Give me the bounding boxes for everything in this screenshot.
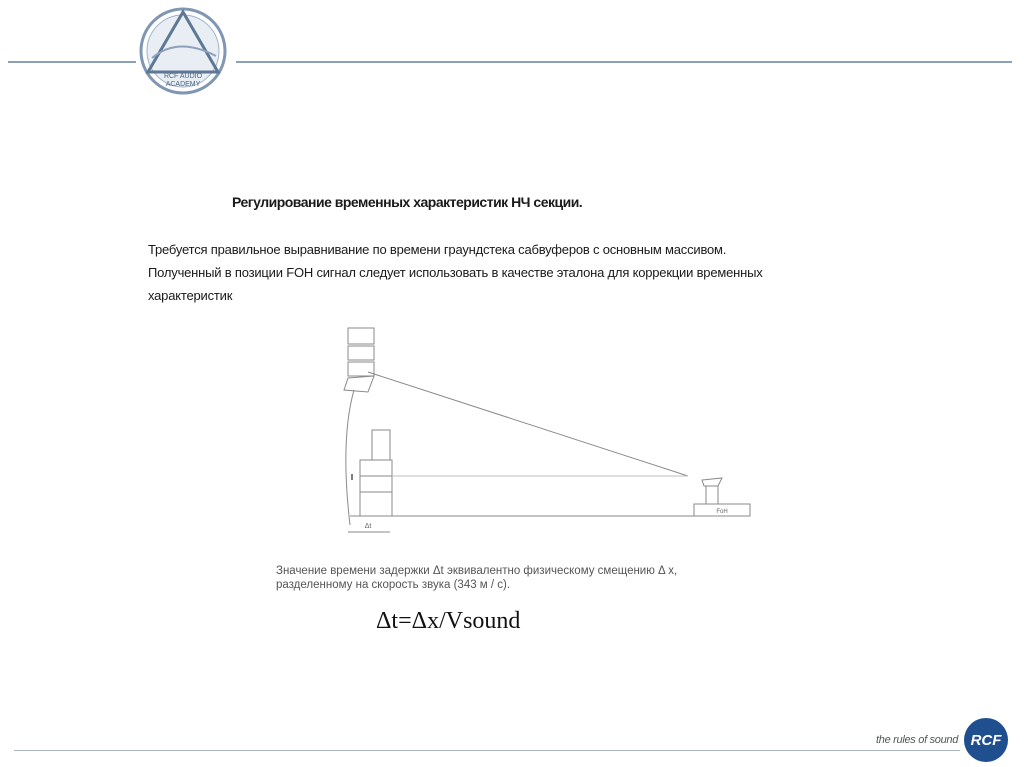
slide-title: Регулирование временных характеристик НЧ секции. [232, 194, 583, 210]
foh-label: FoH [716, 509, 728, 515]
paragraph-line-2: Полученный в позиции FOH сигнал следует использовать в качестве эталона для коррекции временных [148, 265, 763, 280]
logo-text-line2: ACADEMY [165, 81, 201, 88]
caption-line-1: Значение времени задержки Δt эквивалентно физическому смещению Δ x, [276, 565, 678, 577]
rcf-academy-logo [138, 6, 228, 96]
logo-text-line1: RCF AUDIO [163, 73, 203, 80]
line-array-speakers [344, 328, 374, 392]
paragraph-line-3: характеристик [148, 288, 233, 303]
paragraph-line-1: Требуется правильное выравнивание по времени граундстека сабвуферов с основным массивом. [148, 242, 727, 257]
footer-rule [14, 750, 960, 751]
header-rule-left [8, 61, 136, 63]
caption-line-2: разделенному на скорость звука (343 м / с). [276, 579, 511, 591]
footer-tagline: the rules of sound [876, 734, 959, 746]
header-rule-right [236, 61, 1012, 63]
subwoofer-stack [360, 430, 392, 516]
delay-formula: Δt=Δx/Vsound [376, 608, 521, 634]
distance-arc [346, 390, 354, 525]
delay-diagram [330, 320, 770, 540]
delta-dimension-label: Δt [364, 523, 372, 530]
top-sight-line [368, 372, 688, 476]
rcf-brand-badge: RCF [964, 718, 1008, 762]
